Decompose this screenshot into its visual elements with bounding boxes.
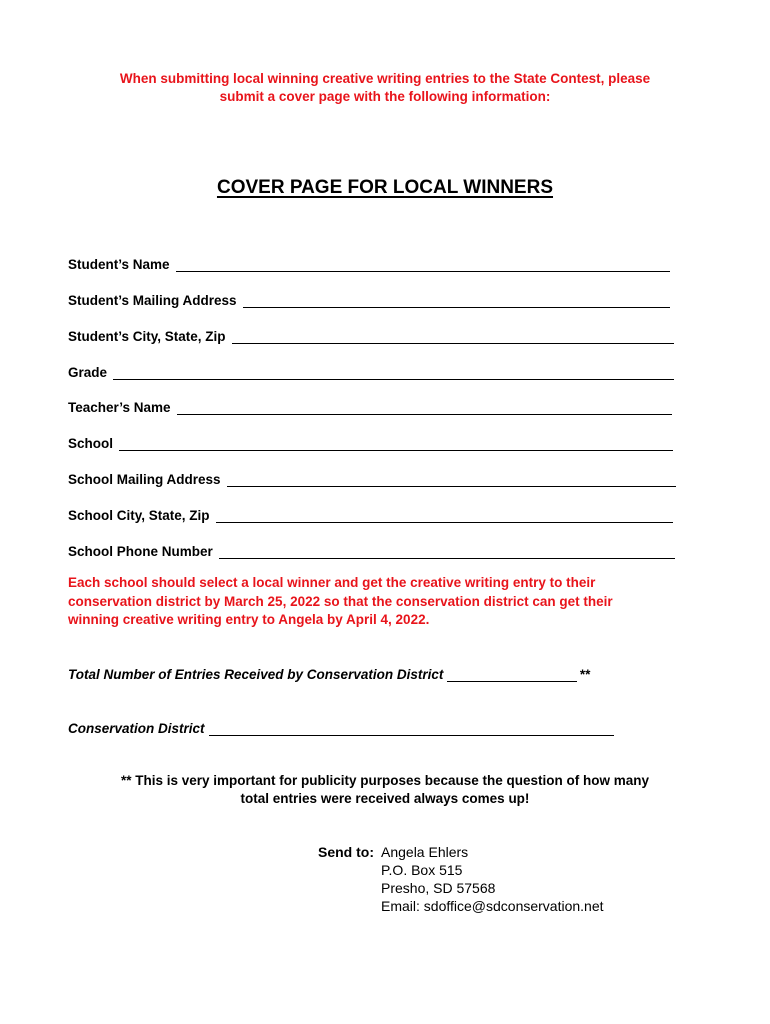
field-label: School Mailing Address	[68, 472, 221, 487]
students-mailing-address-field[interactable]	[68, 290, 670, 310]
total-entries-field[interactable]	[68, 664, 590, 684]
send-to-block	[318, 843, 604, 915]
field-label: Total Number of Entries Received by Conservation District	[68, 667, 444, 682]
school-field[interactable]	[68, 433, 673, 453]
intro-line-1: When submitting local winning creative writing entries to the State Contest, please	[119, 71, 651, 86]
field-label: Conservation District	[68, 721, 205, 736]
total-entries-blank[interactable]	[447, 667, 577, 682]
intro-instructions	[40, 70, 730, 106]
school-mailing-address-blank[interactable]	[227, 472, 676, 487]
school-city-state-zip-field[interactable]	[68, 505, 673, 525]
field-label: Student’s Name	[68, 257, 170, 272]
deadline-line-1: Each school should select a local winner and get the creative writing entry to their	[68, 575, 596, 590]
school-phone-number-blank[interactable]	[219, 544, 675, 559]
field-label: School City, State, Zip	[68, 508, 210, 523]
deadline-notice	[68, 574, 708, 630]
note-line-2: total entries were received always comes up!	[240, 791, 530, 806]
page-title	[0, 176, 770, 200]
total-entries-asterisks: **	[579, 667, 590, 682]
students-city-state-zip-field[interactable]	[68, 326, 674, 346]
recipient-email: Email: sdoffice@sdconservation.net	[381, 898, 604, 914]
send-to-label: Send to:	[318, 844, 374, 860]
students-name-field[interactable]	[68, 254, 670, 274]
field-label: Student’s City, State, Zip	[68, 329, 226, 344]
deadline-line-3: winning creative writing entry to Angela by April 4, 2022.	[68, 612, 430, 627]
grade-blank[interactable]	[113, 365, 674, 380]
mailing-address	[381, 843, 604, 915]
school-phone-number-field[interactable]	[68, 541, 675, 561]
publicity-note	[40, 772, 730, 808]
recipient-name: Angela Ehlers	[381, 844, 469, 860]
recipient-po-box: P.O. Box 515	[381, 862, 463, 878]
field-label: Grade	[68, 365, 108, 380]
teachers-name-blank[interactable]	[177, 400, 672, 415]
field-label: Teacher’s Name	[68, 400, 171, 415]
students-city-state-zip-blank[interactable]	[232, 329, 674, 344]
intro-line-2: submit a cover page with the following information:	[219, 89, 551, 104]
conservation-district-field[interactable]	[68, 718, 614, 738]
deadline-line-2: conservation district by March 25, 2022 so that the conservation district can get their	[68, 593, 613, 609]
field-label: School Phone Number	[68, 544, 213, 559]
page-title-text: COVER PAGE FOR LOCAL WINNERS	[216, 177, 554, 198]
school-city-state-zip-blank[interactable]	[216, 508, 673, 523]
grade-field[interactable]	[68, 362, 674, 382]
teachers-name-field[interactable]	[68, 397, 672, 417]
field-label: Student’s Mailing Address	[68, 293, 237, 308]
students-mailing-address-blank[interactable]	[243, 293, 670, 308]
conservation-district-blank[interactable]	[209, 721, 614, 736]
school-blank[interactable]	[119, 436, 673, 451]
field-label: School	[68, 436, 114, 451]
students-name-blank[interactable]	[176, 257, 670, 272]
school-mailing-address-field[interactable]	[68, 469, 676, 489]
recipient-city: Presho, SD 57568	[381, 880, 496, 896]
note-line-1: ** This is very important for publicity purposes because the question of how many	[120, 773, 650, 788]
